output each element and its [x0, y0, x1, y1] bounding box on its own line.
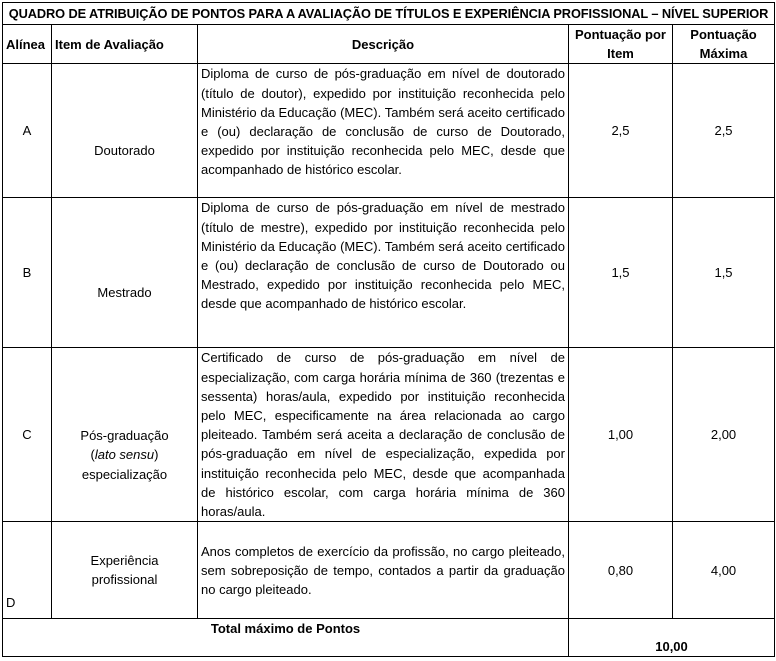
- points-per-item: 1,00: [569, 348, 673, 522]
- max-points: 4,00: [673, 522, 775, 619]
- total-label: Total máximo de Pontos: [3, 619, 569, 657]
- points-table: [2, 2, 775, 657]
- table-row-c: [3, 348, 775, 522]
- total-value: 10,00: [569, 619, 775, 657]
- table-row-d: [3, 522, 775, 619]
- item-cell: [52, 198, 198, 348]
- table-row-b: [3, 198, 775, 348]
- item-label-line2: profissional: [91, 572, 158, 588]
- total-row: [3, 619, 775, 657]
- table-title: QUADRO DE ATRIBUIÇÃO DE PONTOS PARA A AVALIAÇÃO DE TÍTULOS E EXPERIÊNCIA PROFISSIONAL – NÍVEL SUPERIOR: [3, 3, 775, 25]
- max-points: 1,5: [673, 198, 775, 348]
- header-item: Item de Avaliação: [52, 25, 198, 64]
- max-points: 2,00: [673, 348, 775, 522]
- description-cell: Anos completos de exercício da profissão, no cargo pleiteado, sem sobreposição de tempo, contados a partir da graduação no cargo pleiteado.: [198, 522, 569, 619]
- item-label-italic: lato sensu: [94, 447, 155, 463]
- item-label-line1: Pós-graduação: [80, 428, 169, 444]
- description-cell: Certificado de curso de pós-graduação em nível de especialização, com carga horária mínima de 360 (trezentas e sessenta) horas/aula, expedido por instituição reconhecida pelo MEC, especificamente na área relacionada ao cargo pleiteado. Também será aceita a declaração de conclusão de pós-graduação em nível de especialização, expedida por instituição reconhecida pelo MEC, desde que acompanhada de histórico escolar, com carga horária mínima de 360 horas/aula.: [198, 348, 569, 522]
- alinea-cell: A: [3, 64, 52, 198]
- points-per-item: 0,80: [569, 522, 673, 619]
- item-label: Mestrado: [97, 285, 152, 301]
- header-pontuacao-item: Pontuação por Item: [569, 25, 673, 64]
- points-per-item: 2,5: [569, 64, 673, 198]
- header-row: [3, 25, 775, 64]
- item-cell: [52, 522, 198, 619]
- item-label-line1: Experiência: [90, 553, 159, 569]
- description-cell: Diploma de curso de pós-graduação em nível de doutorado (título de doutor), expedido por instituição reconhecida pelo Ministério da Educação (MEC). Também será aceito certificado e (ou) declaração de conclusão de curso de Doutorado, expedido por instituição reconhecida pelo MEC, desde que acompanhado de histórico escolar.: [198, 64, 569, 198]
- description-cell: Diploma de curso de pós-graduação em nível de mestrado (título de mestre), expedido por instituição reconhecida pelo Ministério da Educação (MEC). Também será aceito certificado e (ou) declaração de conclusão de curso de Doutorado ou Mestrado, expedido por instituição reconhecida pelo MEC, desde que acompanhado de histórico escolar.: [198, 198, 569, 348]
- alinea-cell: D: [3, 522, 52, 619]
- item-cell: [52, 64, 198, 198]
- header-pontuacao-maxima: Pontuação Máxima: [673, 25, 775, 64]
- header-alinea: Alínea: [3, 25, 52, 64]
- item-paren-open: (: [90, 447, 95, 463]
- points-per-item: 1,5: [569, 198, 673, 348]
- alinea-cell: C: [3, 348, 52, 522]
- table-row-a: [3, 64, 775, 198]
- alinea-cell: B: [3, 198, 52, 348]
- item-cell: [52, 348, 198, 522]
- max-points: 2,5: [673, 64, 775, 198]
- item-label-line3: especialização: [81, 466, 168, 482]
- header-descricao: Descrição: [198, 25, 569, 64]
- item-label: Doutorado: [94, 143, 155, 159]
- item-paren-close: ): [154, 447, 159, 463]
